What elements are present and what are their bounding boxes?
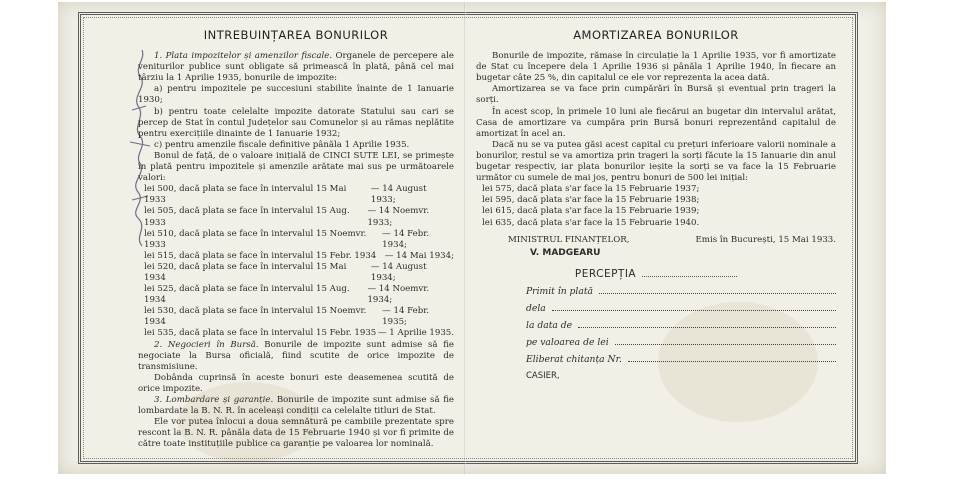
field-line (578, 319, 836, 328)
value-amount: lei 530, dacă plata se face în intervalul 15 Noemvr. 1934 (144, 306, 367, 328)
issue-place-date: Emis în București, 15 Mai 1933. (695, 234, 836, 245)
casier-label: CASIER, (526, 371, 560, 382)
interest-text: Dobânda cuprinsă în aceste bonuri este deasemenea scutită de orice impozite. (138, 372, 454, 394)
value-amount: lei 500, dacă plata se face în intervalul 15 Mai 1933 (144, 184, 347, 206)
value-row (144, 306, 454, 328)
draw-row: lei 595, dacă plata s'ar face la 15 Februarie 1938; (482, 195, 700, 206)
minister-name: V. MADGEARU (530, 247, 601, 258)
draw-row: lei 635, dacă plata s'ar face la 15 Februarie 1940. (482, 217, 700, 228)
value-row (144, 328, 454, 339)
receipt-field (476, 285, 836, 297)
receipt-field (476, 336, 836, 348)
receipt-field (476, 302, 836, 314)
amortization-p4: Dacă nu se va putea găsi acest capital cu prețuri inferioare valorii nominale a bonurilor, restul se va amortiza prin trageri la sorți făcute la 15 Ianuarie din anul bugetar respectiv, iar plata bonurilor ieșite la sorți se va face la 15 Februarie următor cu sumele de mai jos, pentru bonuri de 500 lei inițial: (476, 139, 836, 184)
section-2 (138, 340, 454, 373)
section-1-lead: 1. Plata impozitelor și amenzilor fiscale. (154, 51, 333, 62)
signature-block (476, 235, 836, 246)
amortization-p2: Amortizarea se va face prin cumpărări în Bursă și eventual prin trageri la sorți. (476, 84, 836, 106)
field-label: pe valoarea de lei (526, 337, 609, 349)
value-period: — 14 August 1934; (370, 261, 427, 283)
value-period: — 14 Noemvr. 1933; (367, 206, 430, 228)
amortization-p3: În acest scop, în primele 10 luni ale fiecărui an bugetar din intervalul arătat, Casa de amortizare va cumpăra prin Bursă bonuri reprezentând capitalul de amortizat în acel an. (476, 106, 836, 139)
draw-row: lei 615, dacă plata s'ar face la 15 Februarie 1939; (482, 206, 700, 217)
left-heading: INTREBUINȚAREA BONURILOR (203, 28, 389, 42)
field-label: dela (526, 302, 546, 314)
field-line (628, 353, 836, 362)
value-period: — 14 Noemvr. 1934; (367, 284, 430, 306)
section-3-text: Bonurile de impozite sunt admise să fie lombardate la B. N. R. în aceleași condiții ca celelalte titluri de Stat. (138, 395, 455, 417)
value-amount: lei 520, dacă plata se face în intervalul 15 Mai 1934 (144, 261, 347, 283)
ministry-label: MINISTRUL FINANȚELOR, (508, 234, 630, 245)
value-period: — 1 Aprilie 1935. (377, 328, 454, 339)
value-amount: lei 515, dacă plata se face în intervalul 15 Febr. 1934 (144, 250, 377, 261)
field-line (552, 302, 836, 311)
center-fold (464, 2, 466, 474)
value-period: — 14 Febr. 1934; (382, 228, 430, 250)
value-amount: lei 525, dacă plata se face în intervalul 15 Aug. 1934 (144, 284, 350, 306)
value-schedule (144, 184, 454, 339)
left-panel (138, 30, 454, 450)
section-1-text: Organele de percepere ale veniturilor publice sunt obligate să primească în plată, până cel mai târziu la 1 Aprilie 1935, bonurile de impozite: (138, 51, 454, 84)
perceptia-title (476, 269, 836, 280)
amortization-p1: Bonurile de impozite, rămase în circulație la 1 Aprilie 1935, vor fi amortizate de Stat cu începere dela 1 Aprilie 1936 și pânăla 1 Aprilie 1940, în fiecare an bugetar câte 25 %, din capitalul ce ele vor reprezenta la acea dată. (476, 51, 836, 84)
section-1 (138, 51, 454, 84)
perceptia-label: PERCEPȚIA (574, 267, 637, 280)
section-3-lead: 3. Lombardare și garanție. (154, 395, 274, 405)
value-row (144, 229, 454, 251)
field-line (599, 285, 836, 294)
tax-bond-document (58, 2, 886, 474)
section-3 (138, 395, 454, 417)
value-row (144, 262, 454, 284)
face-value-text: Bonul de față, de o valoare inițială de CINCI SUTE LEI, se primește în plată pentru impozitele și amenzile arătate mai sus pe următoarele valori: (138, 150, 454, 184)
value-period: — 14 Mai 1934; (384, 250, 454, 261)
section-1-b: b) pentru toate celelalte impozite datorate Statului sau cari se percep de Stat în contul Județelor sau Comunelor și au rămas neplătite pentru exercițiile dinainte de 1 Ianuarie 1932; (138, 106, 454, 139)
value-period: — 14 August 1933; (370, 184, 427, 206)
value-amount: lei 535, dacă plata se face în intervalul 15 Febr. 1935 (144, 328, 377, 339)
value-row (144, 206, 454, 228)
value-row (144, 251, 454, 262)
section-2-lead: 2. Negocieri în Bursă. (154, 339, 259, 350)
receipt-field (476, 353, 836, 365)
field-label: Eliberat chitanța Nr. (526, 354, 622, 366)
draw-row: lei 575, dacă plata s'ar face la 15 Februarie 1937; (482, 184, 700, 195)
field-line (615, 336, 836, 345)
value-row (144, 284, 454, 306)
field-label: la data de (526, 320, 573, 332)
section-2-text: Bonurile de impozite sunt admise să fie negociate la Bursa oficială, fiind scutite de orice impozite de transmisiune. (138, 339, 455, 372)
section-1-c: c) pentru amenzile fiscale definitive pânăla 1 Aprilie 1935. (154, 139, 410, 150)
value-amount: lei 510, dacă plata se face în intervalul 15 Noemvr. 1933 (144, 228, 367, 250)
value-amount: lei 505, dacă plata se face în intervalul 15 Aug. 1933 (144, 206, 350, 228)
section-1-a: a) pentru impozitele pe succesiuni stabilite înainte de 1 Ianuarie 1930; (138, 84, 454, 106)
right-panel (476, 30, 836, 382)
receipt-field (476, 319, 836, 331)
field-label: Primit în plată (526, 285, 594, 297)
value-row (144, 184, 454, 206)
right-heading: AMORTIZAREA BONURILOR (573, 28, 739, 42)
perceptia-dotted-line (642, 276, 737, 277)
value-period: — 14 Febr. 1935; (382, 306, 430, 328)
draw-schedule (482, 184, 836, 228)
final-text: Ele vor putea înlocui a doua semnătură pe cambiile prezentate spre rescont la B. N. R. pânăla data de 15 Februarie 1940 și vor fi primite de către toate instituțiile publice ca garanție pe valoarea lor nominală. (138, 417, 454, 450)
